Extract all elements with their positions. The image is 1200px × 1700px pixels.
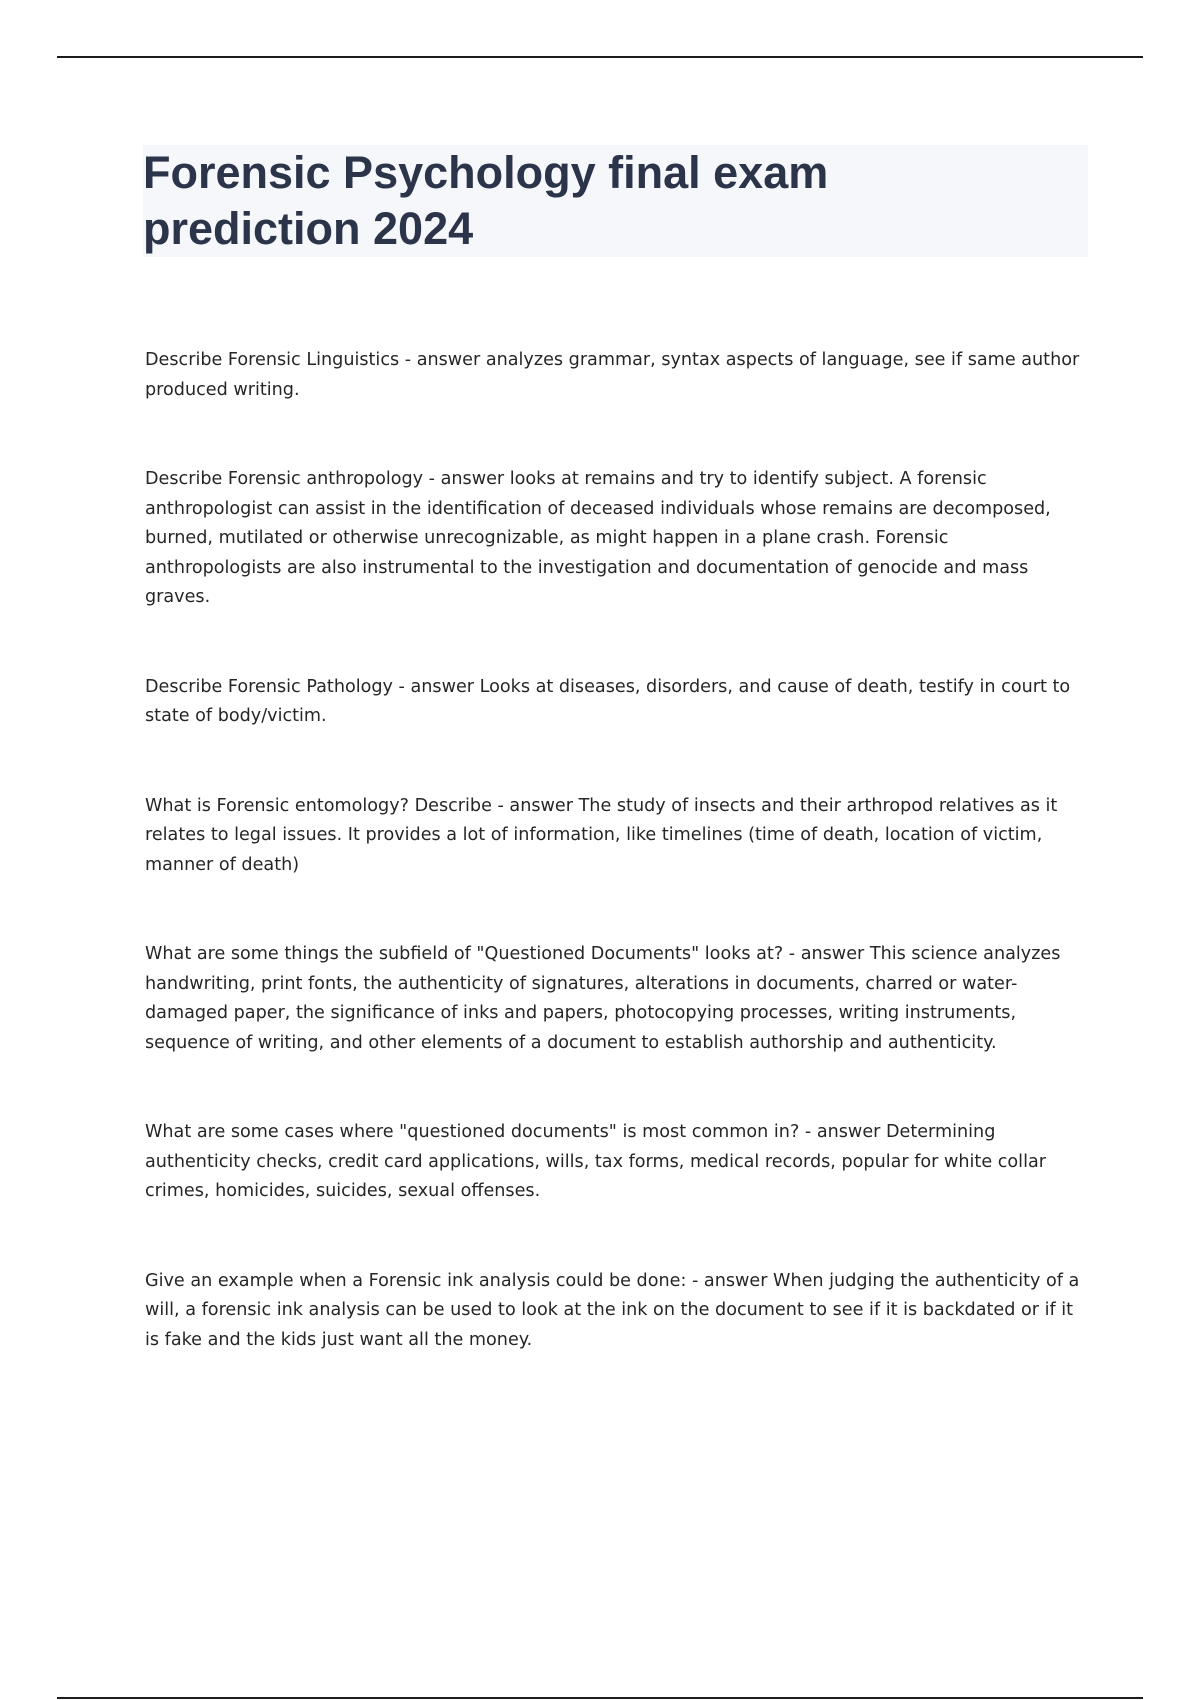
qa-item-questioned-documents-cases: What are some cases where "questioned documents" is most common in? - answer Determining authenticity checks, credit card applications, wills, tax forms, medical records, popular for white collar crimes, homicides, suicides, sexual offenses.	[145, 1122, 1046, 1201]
qa-item-forensic-entomology: What is Forensic entomology? Describe - answer The study of insects and their arthropod relatives as it relates to legal issues. It provides a lot of information, like timelines (time of death, location of victim, manner of death)	[145, 795, 1058, 875]
qa-item-forensic-linguistics: Describe Forensic Linguistics - answer analyzes grammar, syntax aspects of language, see if same author produced writing.	[145, 350, 1080, 400]
title-banner	[143, 145, 1088, 257]
qa-item-questioned-documents-subfield: What are some things the subfield of "Questioned Documents" looks at? - answer This science analyzes handwriting, print fonts, the authenticity of signatures, alterations in documents, charred or water-damaged paper, the significance of inks and papers, photocopying processes, writing instruments, sequence of writing, and other elements of a document to establish authorship and authenticity.	[145, 944, 1061, 1053]
top-divider	[57, 56, 1143, 58]
page-title: Forensic Psychology final exam prediction 2024	[143, 147, 829, 254]
qa-item-forensic-anthropology: Describe Forensic anthropology - answer looks at remains and try to identify subject. A forensic anthropologist can assist in the identification of deceased individuals whose remains are decomposed, burned, mutilated or otherwise unrecognizable, as might happen in a plane crash. Forensic anthropologists are also instrumental to the investigation and documentation of genocide and mass graves.	[145, 469, 1051, 607]
bottom-divider	[57, 1697, 1143, 1699]
qa-item-forensic-ink-analysis: Give an example when a Forensic ink analysis could be done: - answer When judging the authenticity of a will, a forensic ink analysis can be used to look at the ink on the document to see if it is backdated or if it is fake and the kids just want all the money.	[145, 1270, 1080, 1350]
question-list	[145, 346, 1090, 1415]
qa-item-forensic-pathology: Describe Forensic Pathology - answer Looks at diseases, disorders, and cause of death, testify in court to state of body/victim.	[145, 676, 1071, 726]
